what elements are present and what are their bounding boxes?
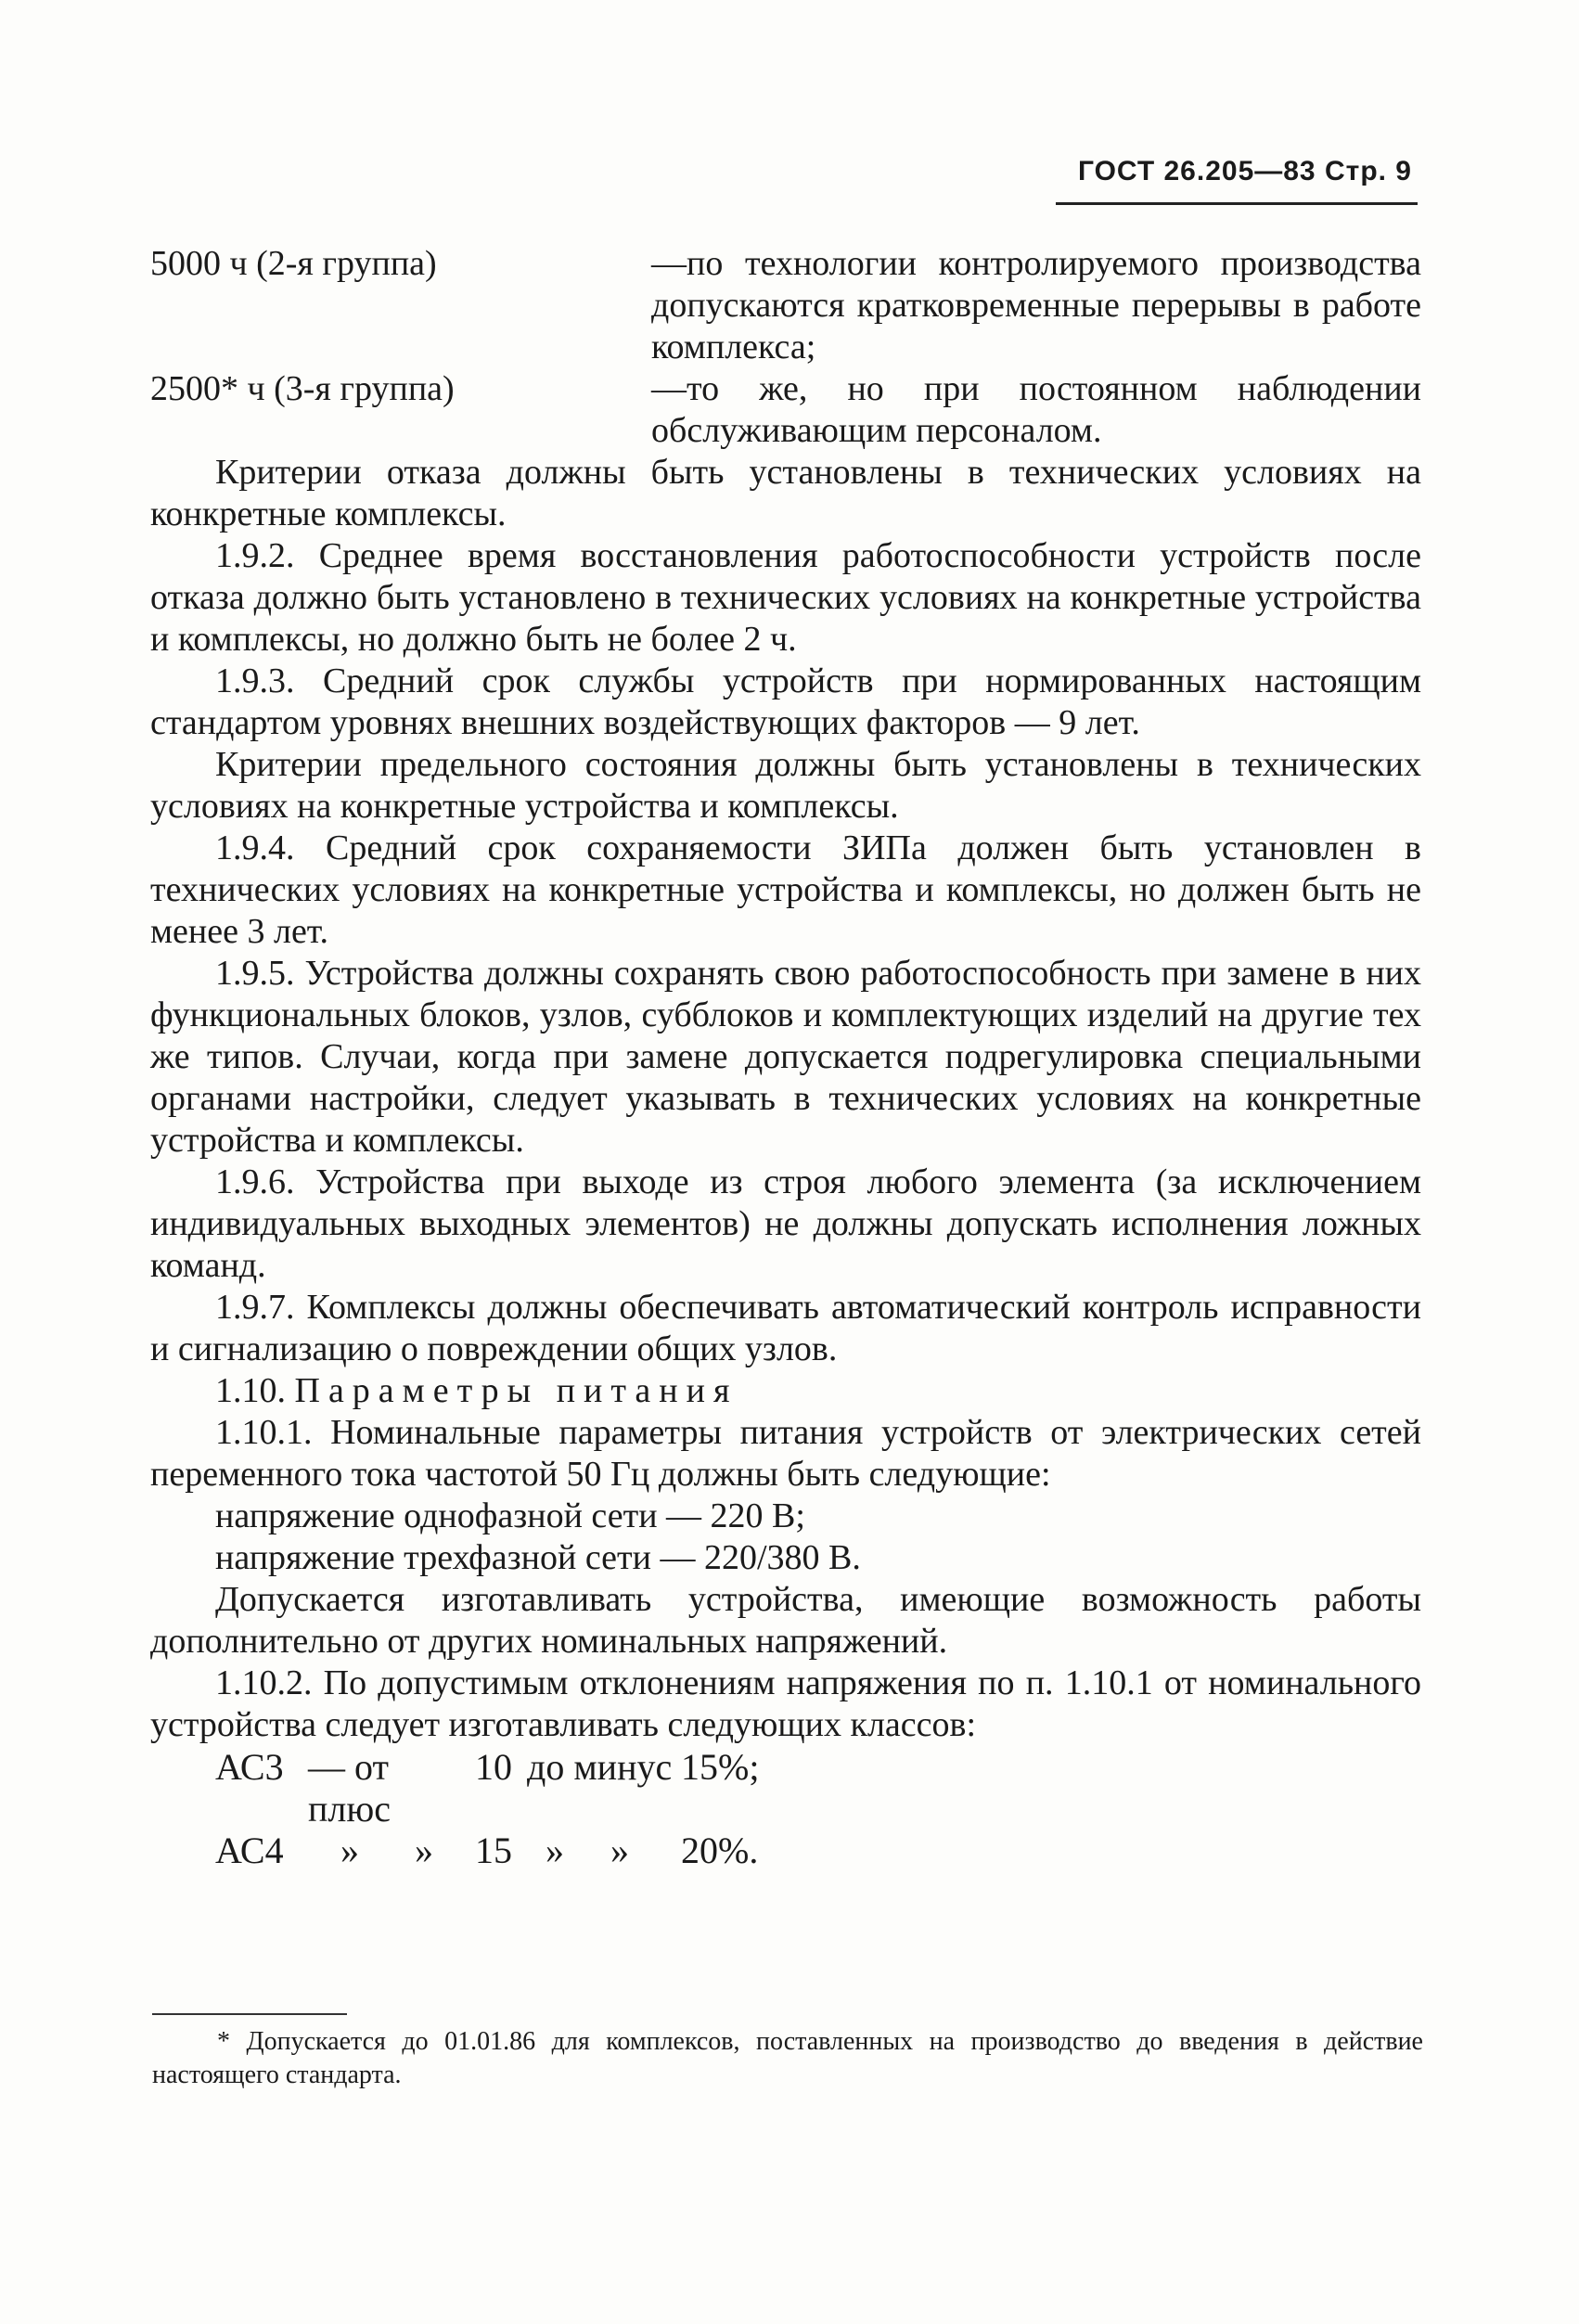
group-text: —то же, но при постоянном наблюдении обслуживающим персоналом.	[651, 369, 1421, 450]
group-label: 5000 ч (2-я группа)	[150, 244, 437, 283]
group-text: —по технологии контролируемого производства допускаются кратковременные перерывы в работе комплекса;	[651, 244, 1421, 366]
voltage-class-table	[215, 1746, 759, 1873]
ditto-mark: »	[415, 1830, 433, 1871]
class-cell: 20%.	[681, 1830, 759, 1871]
ditto-mark: »	[340, 1830, 359, 1871]
header-rule	[1056, 202, 1418, 205]
group-row-3	[150, 368, 1421, 452]
three-phase-voltage-line: напряжение трехфазной сети — 220/380 В.	[215, 1538, 861, 1577]
table-row	[215, 1830, 759, 1873]
class-cell: 15%;	[681, 1746, 760, 1788]
ditto-cell	[308, 1830, 475, 1873]
paragraph-failure-criteria: Критерии отказа должны быть установлены в технических условиях на конкретные комплексы.	[150, 453, 1421, 533]
paragraph-limit-state-criteria: Критерии предельного состояния должны быть установлены в технических условиях на конкретные устройства и комплексы.	[150, 745, 1421, 826]
class-cell: 10	[475, 1746, 512, 1788]
group-row-2	[150, 243, 1421, 368]
paragraph-1-9-4: 1.9.4. Средний срок сохраняемости ЗИПа должен быть установлен в технических условиях на конкретные устройства и комплексы, но должен быть не менее 3 лет.	[150, 828, 1421, 951]
paragraph-1-9-3: 1.9.3. Средний срок службы устройств при нормированных настоящим стандартом уровнях внешних воздействующих факторов — 9 лет.	[150, 661, 1421, 742]
class-name: АС4	[215, 1830, 284, 1871]
page-header: ГОСТ 26.205—83 Стр. 9	[1077, 156, 1412, 186]
class-cell: — от плюс	[308, 1746, 392, 1830]
group-label: 2500* ч (3-я группа)	[150, 369, 455, 408]
ditto-mark: »	[610, 1830, 629, 1871]
table-row	[215, 1746, 759, 1830]
footnote	[152, 2025, 1423, 2092]
paragraph-1-9-6: 1.9.6. Устройства при выходе из строя любого элемента (за исключением индивидуальных выходных элементов) не должны допускать исполнения ложных команд.	[150, 1162, 1421, 1285]
section-number: 1.10.	[215, 1371, 286, 1410]
class-cell: до минус	[527, 1746, 673, 1788]
footnote-text: * Допускается до 01.01.86 для комплексов, поставленных на производство до введения в действие настоящего стандарта.	[152, 2027, 1423, 2089]
section-heading	[150, 1370, 1421, 1412]
paragraph-1-9-2: 1.9.2. Среднее время восстановления работоспособности устройств после отказа должно быть установлено в технических условиях на конкретные устройства и комплексы, но должно быть не более 2 ч.	[150, 536, 1421, 659]
section-title: Параметры питания	[294, 1371, 738, 1410]
ditto-cell	[527, 1830, 681, 1873]
single-phase-voltage-line: напряжение однофазной сети — 220 В;	[215, 1496, 805, 1535]
paragraph-1-10-1: 1.10.1. Номинальные параметры питания устройств от электрических сетей переменного тока частотой 50 Гц должны быть следующие:	[150, 1413, 1421, 1494]
paragraph-1-9-7: 1.9.7. Комплексы должны обеспечивать автоматический контроль исправности и сигнализацию о повреждении общих узлов.	[150, 1288, 1421, 1368]
ditto-mark: »	[546, 1830, 564, 1871]
page-content	[150, 243, 1421, 1873]
footnote-rule	[152, 2013, 347, 2015]
paragraph-1-10-2: 1.10.2. По допустимым отклонениям напряжения по п. 1.10.1 от номинального устройства следует изготавливать следующих классов:	[150, 1663, 1421, 1744]
paragraph-1-9-5: 1.9.5. Устройства должны сохранять свою работоспособность при замене в них функциональных блоков, узлов, субблоков и комплектующих изделий на другие тех же типов. Случаи, когда при замене допускается подрегулировка специальными органами настройки, следует указывать в технических условиях на конкретные устройства и комплексы.	[150, 954, 1421, 1160]
class-cell: 15	[475, 1830, 512, 1871]
class-name: АС3	[215, 1746, 284, 1788]
paragraph-other-voltages: Допускается изготавливать устройства, имеющие возможность работы дополнительно от других номинальных напряжений.	[150, 1580, 1421, 1661]
